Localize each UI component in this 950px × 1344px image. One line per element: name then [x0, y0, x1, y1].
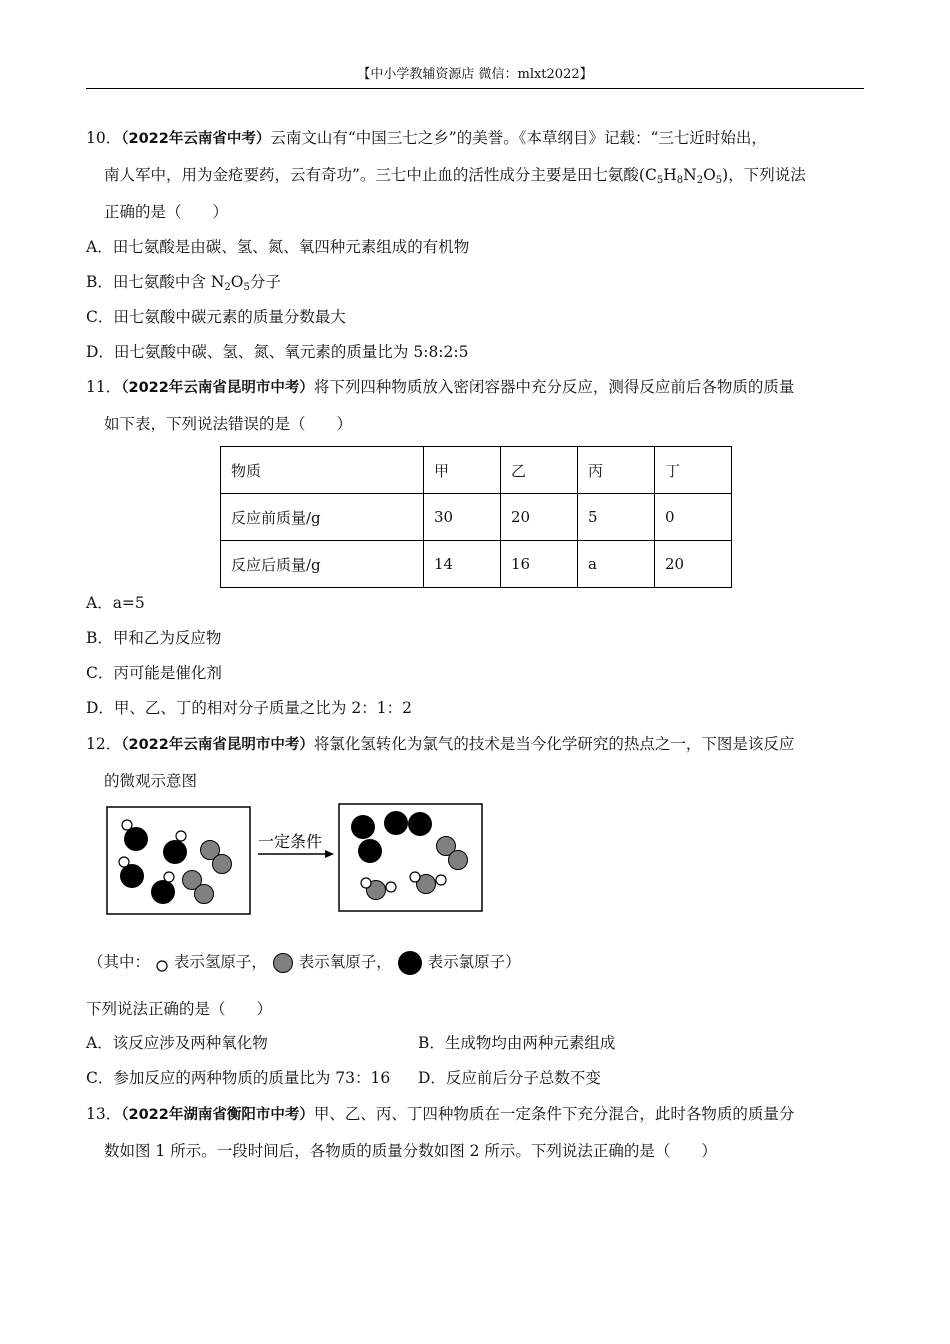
q10-option-a: A．田七氨酸是由碳、氢、氮、氧四种元素组成的有机物 — [86, 238, 470, 256]
table-cell: 0 — [655, 494, 732, 541]
formula-el: N — [683, 166, 697, 184]
chlorine-atom — [120, 864, 144, 888]
hydrogen-atom — [386, 882, 396, 892]
atom-legend — [88, 948, 521, 976]
oxygen-atom — [213, 855, 232, 874]
q12-number: 12． — [86, 735, 122, 753]
q11-option-d: D．甲、乙、丁的相对分子质量之比为 2：1：2 — [86, 699, 412, 717]
q12-source: （2022年云南省昆明市中考） — [121, 737, 314, 753]
q13-source: （2022年湖南省衡阳市中考） — [121, 1107, 314, 1123]
chlorine-atom — [408, 812, 432, 836]
hydrogen-atom — [436, 875, 446, 885]
legend-chlorine: 表示氯原子） — [427, 953, 521, 971]
oxygen-atom-icon — [272, 952, 294, 974]
q13-text: 甲、乙、丙、丁四种物质在一定条件下充分混合，此时各物质的质量分 — [313, 1105, 795, 1123]
table-cell: 30 — [424, 494, 501, 541]
formula-sub: 5 — [243, 282, 250, 293]
table-cell: 甲 — [424, 447, 501, 494]
chlorine-atom — [151, 880, 175, 904]
table-cell: 反应后质量/g — [221, 541, 424, 588]
table-cell: a — [578, 541, 655, 588]
hydrogen-atom-icon — [155, 953, 169, 973]
chlorine-atom — [358, 839, 382, 863]
table-cell: 丁 — [655, 447, 732, 494]
arrow-head-icon — [325, 850, 334, 858]
page-header: 【中小学教辅资源店 微信：mlxt2022】 — [86, 64, 864, 89]
q13-line1 — [86, 1104, 794, 1125]
q12-option-d: D．反应前后分子总数不变 — [418, 1069, 601, 1087]
hydrogen-atom — [122, 820, 132, 830]
table-cell: 5 — [578, 494, 655, 541]
q11-number: 11． — [86, 378, 122, 396]
q11-option-a: A．a=5 — [86, 594, 145, 612]
mass-table — [220, 446, 732, 588]
hydrogen-atom — [119, 857, 129, 867]
formula-sub: 5 — [715, 175, 723, 186]
q13-number: 13． — [86, 1105, 122, 1123]
formula-el: H — [663, 166, 677, 184]
table-row — [221, 541, 732, 588]
q12-text: 将氯化氢转化为氯气的技术是当今化学研究的热点之一，下图是该反应 — [313, 735, 795, 753]
q10-text-2b: )，下列说法 — [722, 166, 806, 184]
q10-text: 云南文山有“中国三七之乡”的美誉。《本草纲目》记载：“三七近时始出， — [270, 129, 767, 147]
oxygen-atom — [449, 851, 468, 870]
table-cell: 物质 — [221, 447, 424, 494]
q12-line1 — [86, 734, 794, 755]
table-cell: 乙 — [501, 447, 578, 494]
table-cell: 反应前质量/g — [221, 494, 424, 541]
table-cell: 20 — [655, 541, 732, 588]
q10-line1 — [86, 128, 767, 149]
opt-text: B．田七氨酸中含 N — [86, 273, 225, 291]
chlorine-atom-icon — [397, 950, 423, 976]
opt-text: 分子 — [249, 273, 281, 291]
table-cell: 16 — [501, 541, 578, 588]
formula-el: O — [703, 166, 716, 184]
q11-line2: 如下表，下列说法错误的是（ ） — [104, 415, 353, 433]
table-cell: 14 — [424, 541, 501, 588]
formula-sub: 2 — [224, 282, 231, 293]
q10-line2 — [104, 165, 806, 185]
table-row — [221, 494, 732, 541]
hydrogen-atom — [410, 872, 420, 882]
formula-el: O — [230, 273, 244, 291]
q10-line3: 正确的是（ ） — [104, 203, 229, 221]
legend-prefix: （其中： — [88, 953, 151, 971]
arrow-label: 一定条件 — [258, 832, 323, 851]
q11-option-c: C．丙可能是催化剂 — [86, 664, 222, 682]
chlorine-atom — [163, 840, 187, 864]
table-cell: 20 — [501, 494, 578, 541]
hydrogen-atom — [361, 878, 371, 888]
chlorine-atom — [384, 811, 408, 835]
reaction-microscopic-diagram — [106, 803, 486, 918]
q10-option-c: C．田七氨酸中碳元素的质量分数最大 — [86, 308, 346, 326]
hydrogen-atom — [164, 872, 174, 882]
q10-text-2a: 南人军中，用为金疮要药，云有奇功”。三七中止血的活性成分主要是田七氨酸(C — [104, 166, 657, 184]
formula-sub: 5 — [656, 175, 664, 186]
formula-sub: 8 — [676, 175, 684, 186]
q11-source: （2022年云南省昆明市中考） — [121, 380, 314, 396]
legend-hydrogen: 表示氢原子， — [173, 953, 267, 971]
q13-line2: 数如图 1 所示。一段时间后，各物质的质量分数如图 2 所示。下列说法正确的是（ ） — [104, 1142, 717, 1160]
oxygen-atom — [195, 885, 214, 904]
q11-option-b: B．甲和乙为反应物 — [86, 629, 222, 647]
q11-text: 将下列四种物质放入密闭容器中充分反应，测得反应前后各物质的质量 — [313, 378, 795, 396]
q10-number: 10． — [86, 129, 122, 147]
formula-sub: 2 — [696, 175, 704, 186]
q12-line2: 的微观示意图 — [104, 772, 198, 790]
q12-question: 下列说法正确的是（ ） — [86, 1000, 273, 1018]
legend-oxygen: 表示氧原子， — [298, 953, 392, 971]
q12-option-a: A．该反应涉及两种氧化物 — [86, 1034, 268, 1052]
q12-option-b: B．生成物均由两种元素组成 — [418, 1034, 616, 1052]
q10-option-b — [86, 272, 281, 292]
table-cell: 丙 — [578, 447, 655, 494]
q10-source: （2022年云南省中考） — [121, 131, 271, 147]
hydrogen-atom — [176, 831, 186, 841]
chlorine-atom — [351, 815, 375, 839]
table-header-row — [221, 447, 732, 494]
chlorine-atom — [124, 827, 148, 851]
q10-option-d: D．田七氨酸中碳、氢、氮、氧元素的质量比为 5:8:2:5 — [86, 343, 469, 361]
q11-line1 — [86, 377, 794, 398]
q12-option-c: C．参加反应的两种物质的质量比为 73：16 — [86, 1069, 391, 1087]
